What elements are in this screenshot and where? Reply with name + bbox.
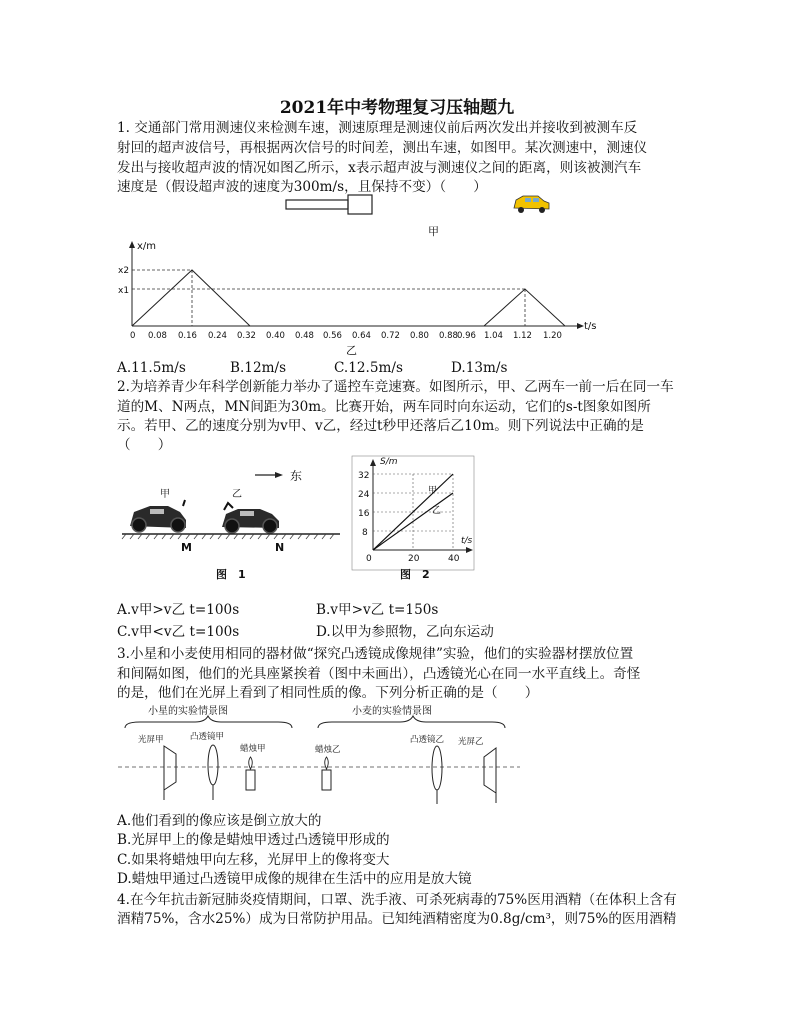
- q1-x-tick: 0.64: [352, 331, 371, 341]
- q4-line-1: 4.在今年抗击新冠肺炎疫情期间，口罩、洗手液、可杀死病毒的75%医用酒精（在体积上含有: [117, 892, 677, 908]
- point-m: M: [181, 541, 192, 554]
- q1-x-tick: 0.40: [266, 331, 285, 341]
- q2-option-c[interactable]: C.v甲<v乙 t=100s: [117, 624, 240, 640]
- q1-signal-1: [132, 270, 250, 326]
- lens-experiment-figure: [118, 704, 520, 804]
- s-tick: 32: [358, 471, 370, 481]
- q2-line-2: 道的M、N两点，MN间距为30m。比赛开始，两车同时向东运动，它们的s-t图象如图所: [117, 399, 651, 415]
- q1-x-tick: 1.04: [484, 331, 503, 341]
- q2-option-a[interactable]: A.v甲>v乙 t=100s: [117, 602, 240, 618]
- q1-y-arrow: [129, 241, 135, 248]
- st-graph: [352, 456, 474, 570]
- car-yi-icon: [222, 503, 279, 533]
- q1-x-tick: 0: [130, 331, 136, 341]
- q1-line-3: 发出与接收超声波的情况如图乙所示，x表示超声波与测速仪之间的距离，则该被测汽车: [117, 160, 642, 176]
- right-caption: 小麦的实验情景图: [352, 706, 432, 717]
- q1-x-tick: 0.88: [439, 331, 458, 341]
- speed-meter-body: [286, 200, 348, 209]
- screen-a: [164, 746, 176, 790]
- q1-x-tick: 0.48: [295, 331, 314, 341]
- s-tick: 8: [362, 528, 368, 538]
- lens-a-label: 凸透镜甲: [190, 732, 225, 742]
- point-n: N: [275, 541, 285, 554]
- speed-meter-head: [348, 195, 372, 214]
- q3-option-a[interactable]: A.他们看到的像应该是倒立放大的: [117, 813, 322, 829]
- q1-x-tick: 0.96: [457, 331, 476, 341]
- q1-y-label: x/m: [137, 241, 157, 252]
- q1-option-d[interactable]: D.13m/s: [451, 360, 508, 376]
- q2-line-4: （ ）: [117, 437, 172, 453]
- q1-x-tick: 0.24: [208, 331, 227, 341]
- screen-a-label: 光屏甲: [138, 735, 164, 745]
- q2-line-3: 示。若甲、乙的速度分别为v甲、v乙，经过t秒甲还落后乙10m。则下列说法中正确的是: [117, 418, 644, 434]
- s-label: S/m: [380, 457, 398, 467]
- q3-line-1: 3.小星和小麦使用相同的器材做“探究凸透镜成像规律”实验，他们的实验器材摆放位置: [117, 646, 634, 662]
- q1-option-b[interactable]: B.12m/s: [230, 360, 287, 376]
- q1-line-2: 射回的超声波信号，再根据两次信号的时间差，测出车速，如图甲。某次测速中，测速仪: [117, 140, 648, 156]
- line-jia-label: 甲: [428, 486, 438, 496]
- fig2-label: 图 2: [400, 568, 430, 581]
- q3-line-3: 的是，他们在光屏上看到了相同性质的像。下列分析正确的是（ ）: [117, 685, 539, 701]
- t-tick: 40: [448, 554, 460, 564]
- q1-x-tick: 0.72: [381, 331, 400, 341]
- candle-b-label: 蜡烛乙: [315, 745, 341, 755]
- q1-x-label: t/s: [584, 321, 597, 332]
- q1-x-arrow: [577, 323, 584, 329]
- q1-y-tick-x1: x1: [118, 286, 130, 296]
- screen-b-label: 光屏乙: [458, 737, 484, 747]
- fig-jia-label: 甲: [428, 225, 439, 238]
- q1-x-tick: 1.12: [513, 331, 532, 341]
- q1-line-4: 速度是（假设超声波的速度为300m/s，且保持不变）（ ）: [117, 179, 487, 195]
- car-jia-label: 甲: [160, 489, 170, 500]
- t-tick: 0: [366, 554, 372, 564]
- q1-x-tick: 0.32: [237, 331, 256, 341]
- lens-a: [208, 745, 218, 785]
- q3-option-c[interactable]: C.如果将蜡烛甲向左移，光屏甲上的像将变大: [117, 852, 390, 868]
- q3-option-d[interactable]: D.蜡烛甲通过凸透镜甲成像的规律在生活中的应用是放大镜: [117, 871, 472, 887]
- car-yi-label: 乙: [232, 489, 242, 500]
- screen-b: [484, 748, 496, 793]
- q4-line-2: 酒精75%，含水25%）成为日常防护用品。已知纯酒精密度为0.8g/cm³，则75%的医用酒精: [117, 911, 677, 927]
- right-brace: [318, 716, 505, 728]
- fig-yi-label: 乙: [346, 344, 357, 357]
- line-yi: [373, 493, 453, 550]
- candle-a-label: 蜡烛甲: [240, 744, 266, 754]
- q3-option-b[interactable]: B.光屏甲上的像是蜡烛甲透过凸透镜甲形成的: [117, 832, 390, 848]
- q1-x-tick: 0.56: [323, 331, 342, 341]
- q1-x-tick: 0.80: [410, 331, 429, 341]
- car-jia-icon: [130, 500, 186, 532]
- t-label: t/s: [461, 536, 473, 546]
- q1-line-1: 1. 交通部门常用测速仪来检测车速，测速原理是测速仪前后两次发出并接收到被测车反: [117, 120, 638, 136]
- q1-signal-2: [484, 289, 565, 326]
- east-label: 东: [290, 469, 303, 483]
- q2-line-1: 2.为培养青少年科学创新能力举办了遥控车竞速赛。如图所示，甲、乙两车一前一后在同一车: [117, 379, 674, 395]
- t-tick: 20: [408, 554, 420, 564]
- east-arrow-head: [275, 472, 283, 478]
- line-yi-label: 乙: [432, 506, 442, 516]
- q1-option-a[interactable]: A.11.5m/s: [117, 360, 186, 376]
- q1-x-tick: 0.16: [178, 331, 197, 341]
- left-caption: 小星的实验情景图: [148, 706, 228, 717]
- q1-y-tick-x2: x2: [118, 266, 130, 276]
- candle-b: [322, 770, 331, 790]
- lens-b-label: 凸透镜乙: [410, 735, 445, 745]
- q3-line-2: 和间隔如图，他们的光具座紧挨着（图中未画出），凸透镜光心在同一水平直线上。奇怪: [117, 666, 641, 682]
- s-tick: 16: [358, 509, 370, 519]
- q2-option-b[interactable]: B.v甲>v乙 t=150s: [316, 602, 439, 618]
- candle-a: [246, 770, 255, 790]
- q1-x-tick: 1.20: [543, 331, 562, 341]
- s-tick: 24: [358, 490, 370, 500]
- page-title: 2021年中考物理复习压轴题九: [279, 98, 515, 118]
- lens-b: [432, 746, 442, 790]
- q1-option-c[interactable]: C.12.5m/s: [334, 360, 403, 376]
- left-brace: [125, 716, 292, 728]
- car-icon: [514, 196, 549, 213]
- fig1-label: 图 1: [216, 568, 246, 581]
- q2-option-d[interactable]: D.以甲为参照物，乙向东运动: [316, 624, 494, 640]
- q1-x-tick: 0.08: [148, 331, 167, 341]
